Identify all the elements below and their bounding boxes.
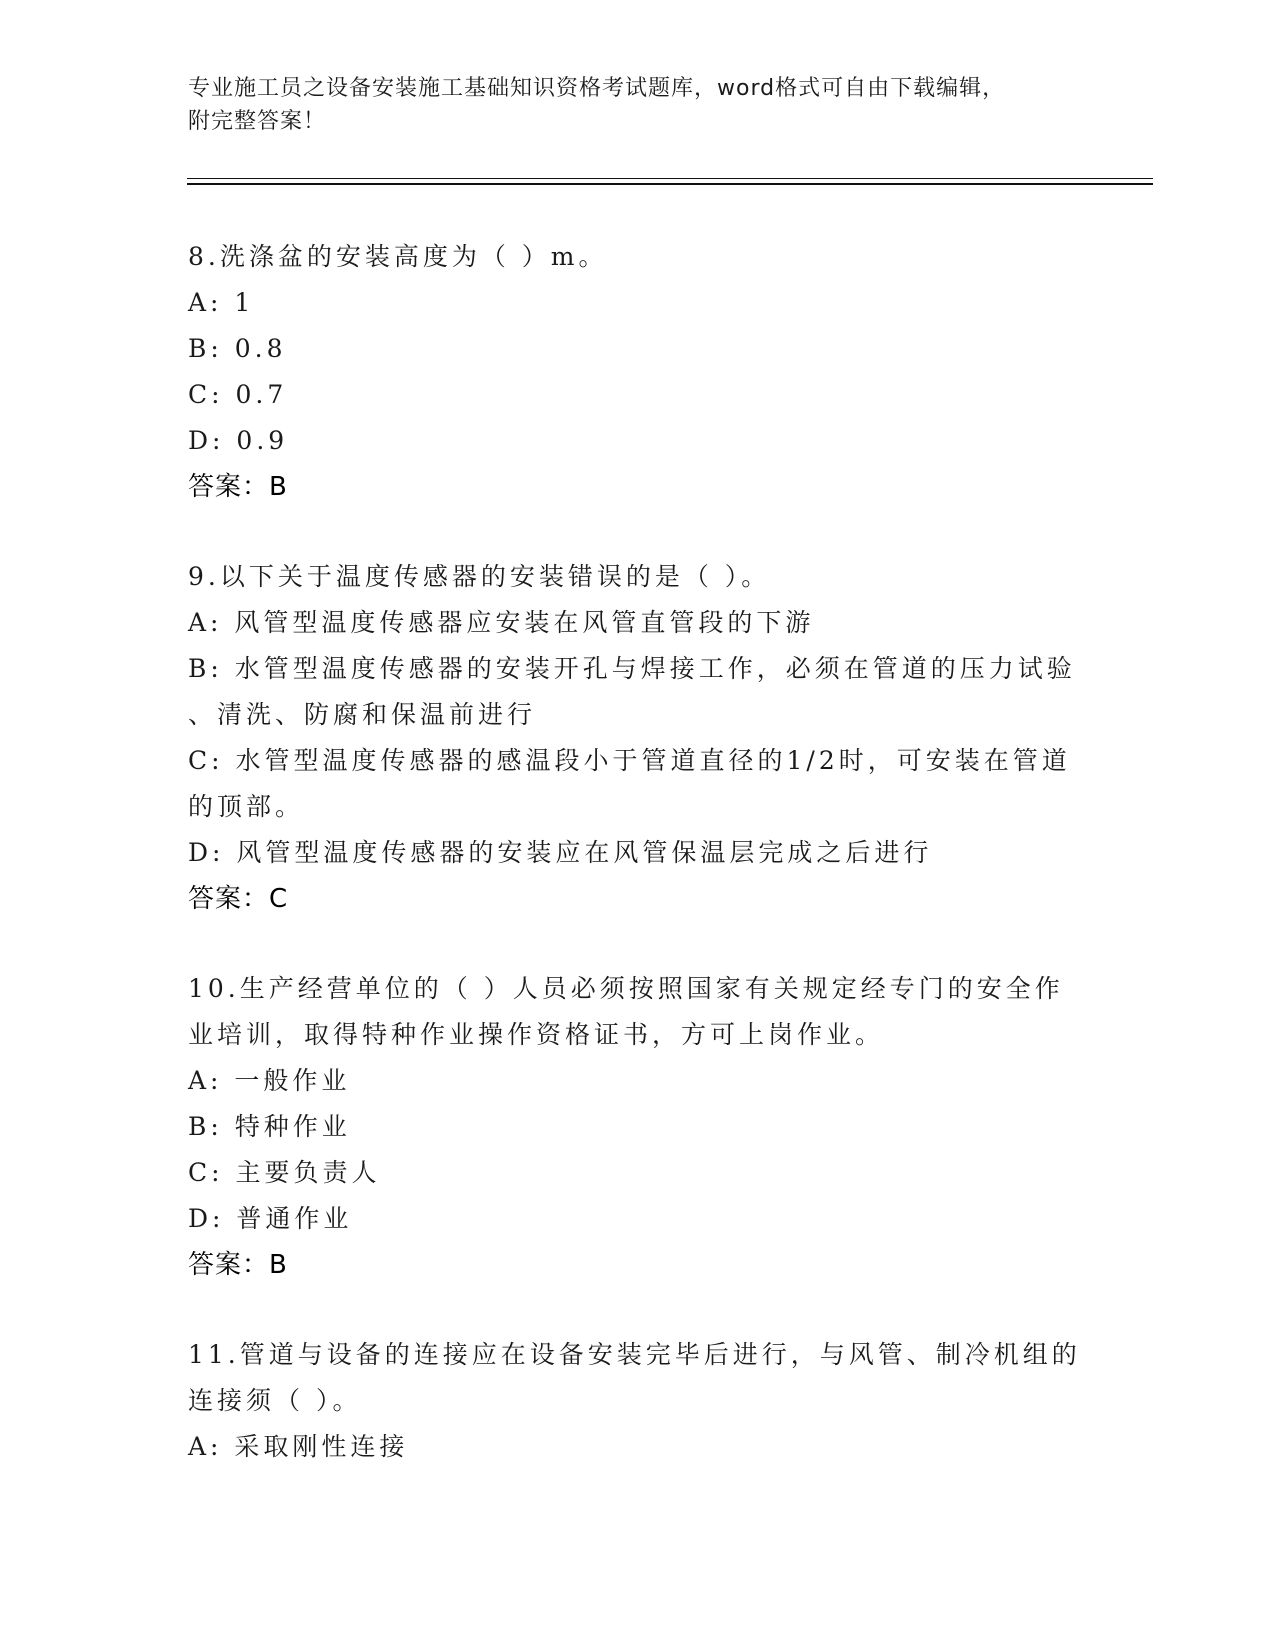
answer-option: D: 普通作业 (188, 1204, 353, 1233)
header-rule-thin (187, 178, 1153, 179)
question-spacer (188, 510, 1088, 554)
answer-option: C: 0.7 (188, 380, 288, 409)
answer-option: B: 水管型温度传感器的安装开孔与焊接工作，必须在管道的压力试验 (188, 654, 1076, 683)
answer-option: B: 0.8 (188, 334, 287, 363)
question-list (188, 234, 1088, 1470)
answer-option: C: 水管型温度传感器的感温段小于管道直径的1/2时，可安装在管道 (188, 746, 1071, 775)
question-block (188, 1332, 1088, 1470)
answer-option: A: 1 (188, 288, 255, 317)
document-header (188, 72, 1088, 138)
answer-option: B: 特种作业 (188, 1112, 351, 1141)
answer-option: D: 风管型温度传感器的安装应在风管保温层完成之后进行 (188, 838, 933, 867)
header-line-1: 专业施工员之设备安装施工基础知识资格考试题库，word格式可自由下载编辑， (188, 76, 1006, 101)
answer-key: 答案：B (188, 1250, 288, 1280)
answer-key: 答案：C (188, 884, 289, 914)
answer-option: A: 一般作业 (188, 1066, 351, 1095)
answer-option: A: 采取刚性连接 (188, 1432, 409, 1461)
header-line-2: 附完整答案！ (188, 109, 327, 134)
question-stem: 业培训，取得特种作业操作资格证书，方可上岗作业。 (188, 1020, 885, 1049)
answer-option: C: 主要负责人 (188, 1158, 381, 1187)
question-stem: 9.以下关于温度传感器的安装错误的是（ ）。 (188, 562, 771, 591)
answer-key: 答案：B (188, 472, 288, 502)
answer-option: A: 风管型温度传感器应安装在风管直管段的下游 (188, 608, 815, 637)
question-spacer (188, 1288, 1088, 1332)
question-stem: 11.管道与设备的连接应在设备安装完毕后进行，与风管、制冷机组的 (188, 1340, 1081, 1369)
question-block (188, 554, 1088, 922)
question-spacer (188, 922, 1088, 966)
question-block (188, 966, 1088, 1288)
question-stem: 10.生产经营单位的（ ）人员必须按照国家有关规定经专门的安全作 (188, 974, 1064, 1003)
header-rule-thick (187, 183, 1153, 185)
answer-option: 的顶部。 (188, 792, 305, 821)
answer-option: 、清洗、防腐和保温前进行 (188, 700, 537, 729)
answer-option: D: 0.9 (188, 426, 289, 455)
question-stem: 8.洗涤盆的安装高度为（ ）m。 (188, 242, 608, 271)
question-stem: 连接须（ ）。 (188, 1386, 362, 1415)
question-block (188, 234, 1088, 510)
